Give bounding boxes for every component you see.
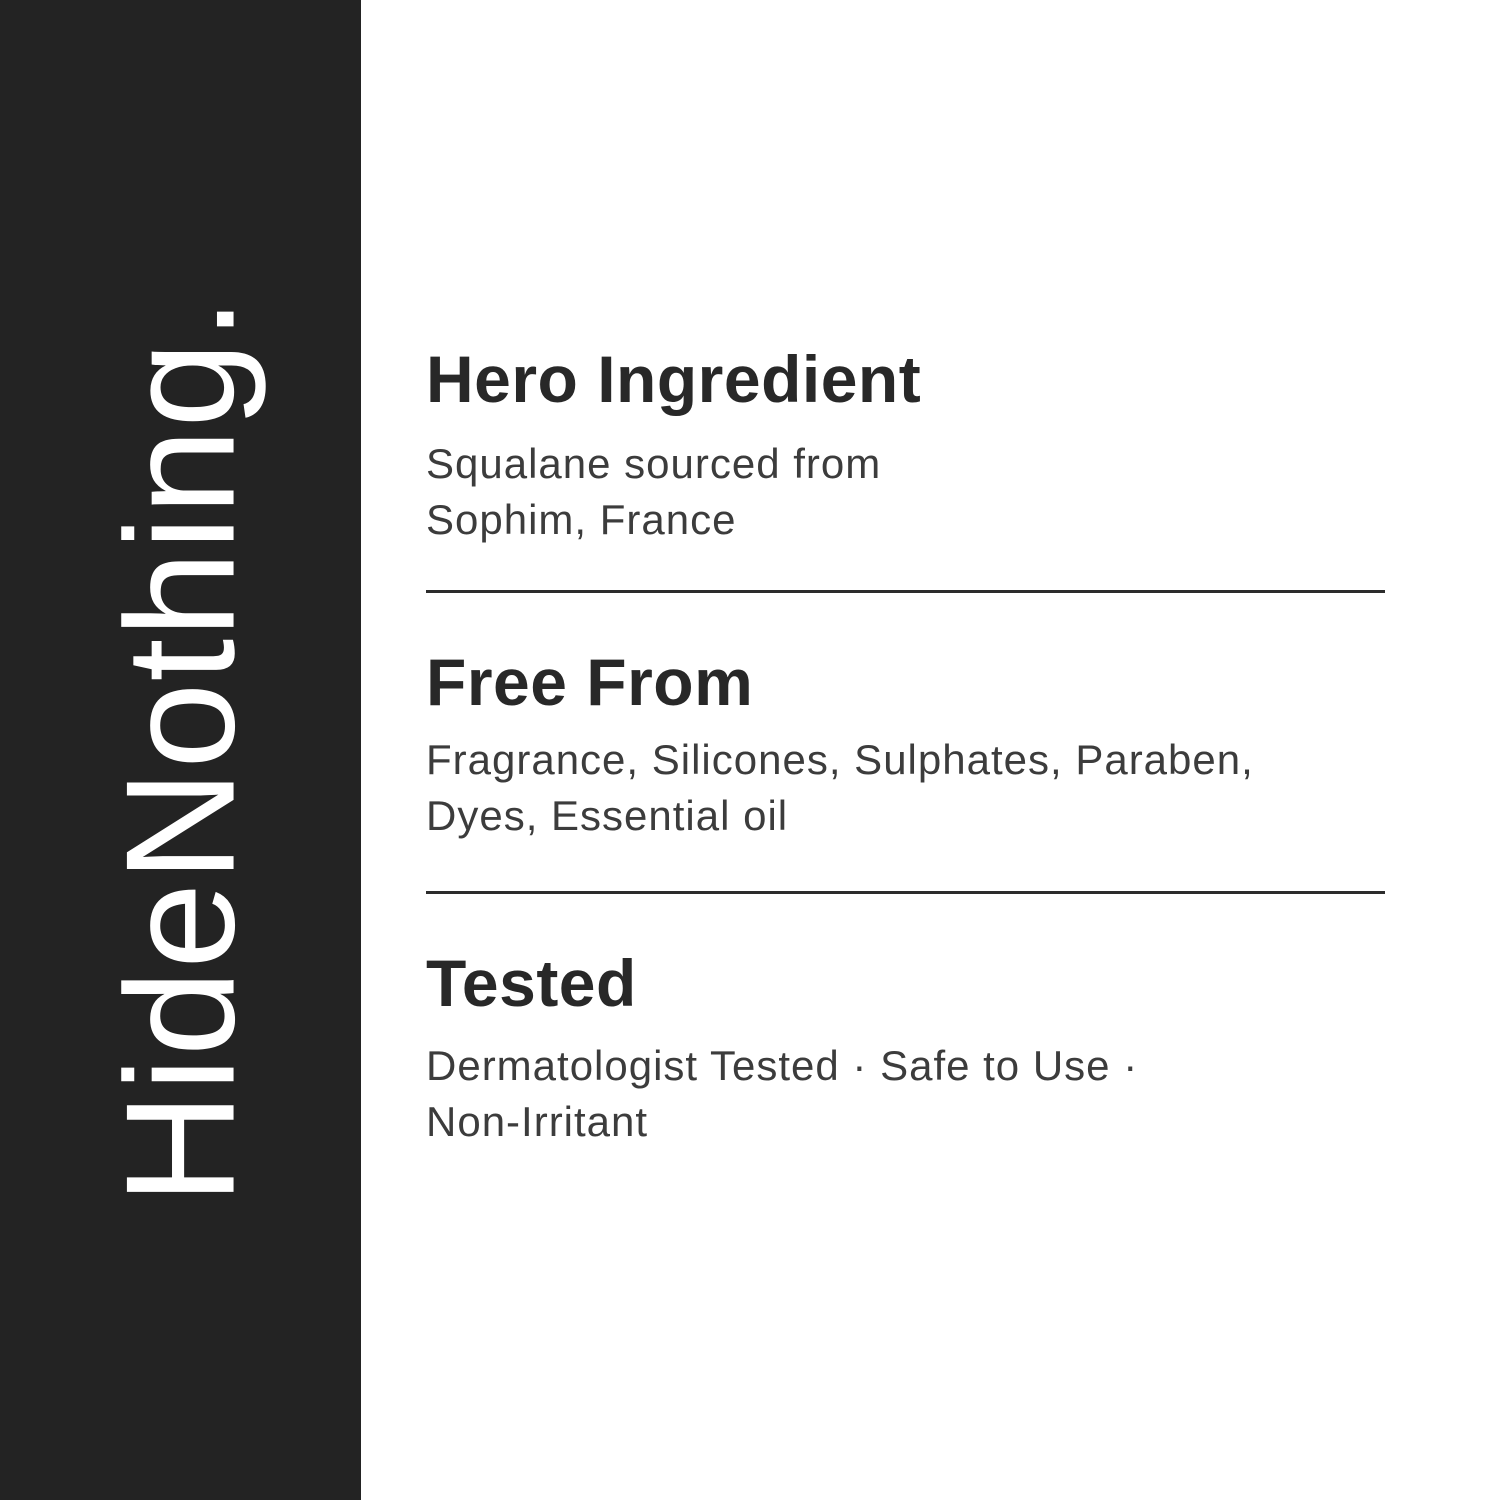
brand-sidebar	[0, 0, 361, 1500]
section-divider-2	[426, 891, 1385, 894]
body-free-from-line-1: Fragrance, Silicones, Sulphates, Paraben,	[426, 736, 1254, 783]
body-free-from-line-2: Dyes, Essential oil	[426, 792, 789, 839]
body-hero-ingredient-line-1: Squalane sourced from	[426, 440, 882, 487]
body-hero-ingredient	[426, 436, 881, 548]
body-tested-line-1: Dermatologist Tested · Safe to Use ·	[426, 1042, 1139, 1089]
body-tested	[426, 1038, 1138, 1150]
body-tested-line-2: Non-Irritant	[426, 1098, 649, 1145]
content-area	[426, 0, 1385, 1500]
heading-hero-ingredient: Hero Ingredient	[426, 342, 922, 416]
heading-free-from: Free From	[426, 645, 754, 719]
body-hero-ingredient-line-2: Sophim, France	[426, 496, 737, 543]
body-free-from	[426, 732, 1254, 844]
heading-tested: Tested	[426, 946, 637, 1020]
brand-logo-text: HideNothing.	[94, 295, 267, 1205]
section-divider-1	[426, 590, 1385, 593]
